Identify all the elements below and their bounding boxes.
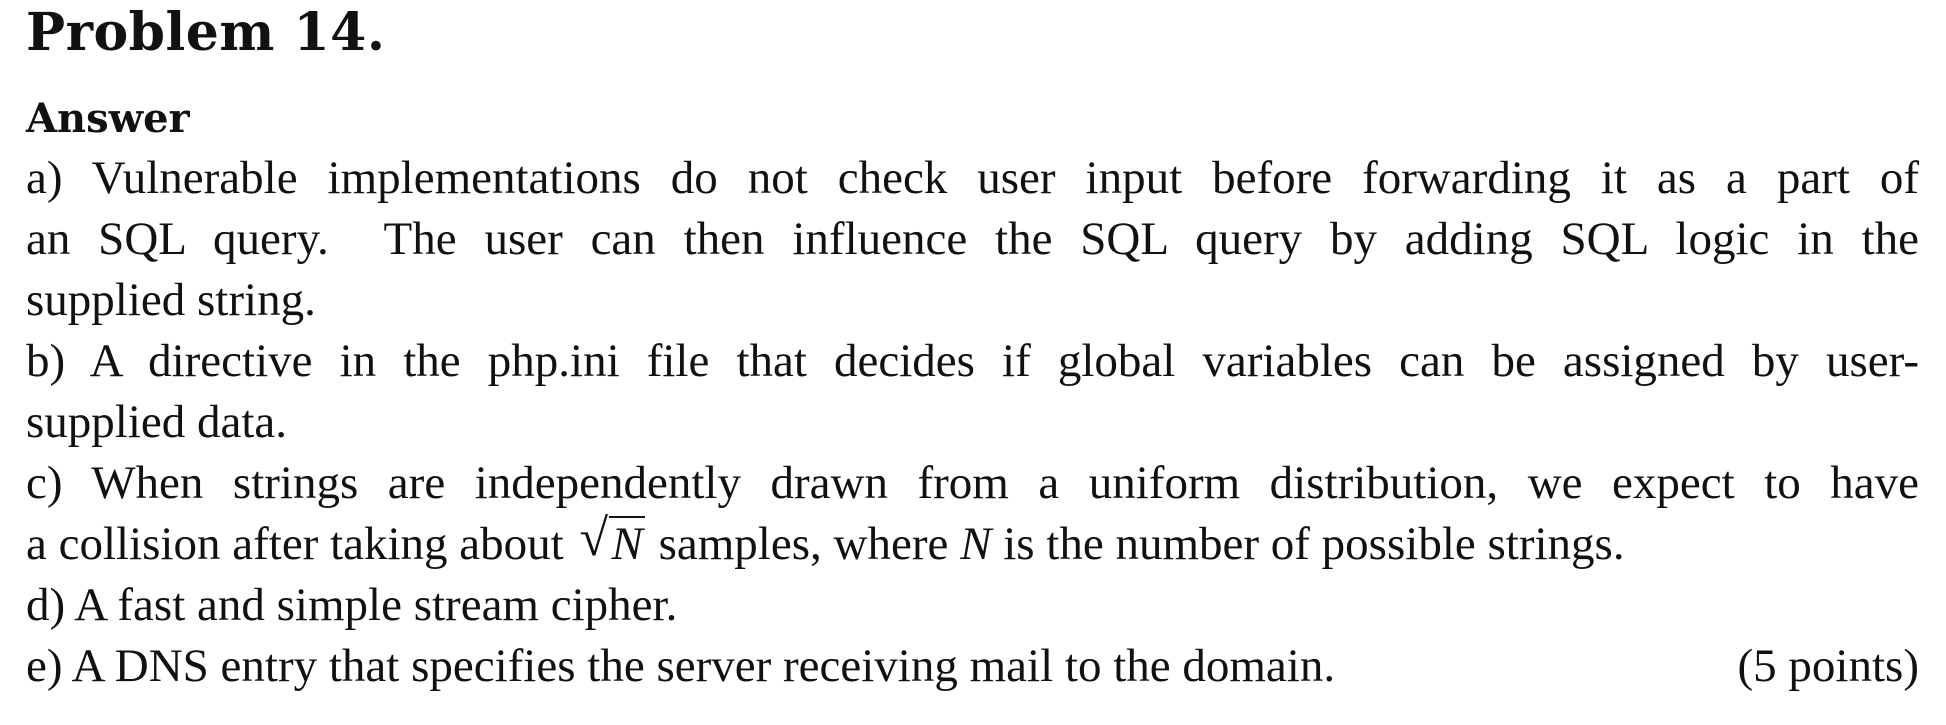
answer-b-line-1	[26, 331, 1919, 392]
answer-c-line-1-text: c) When strings are independently drawn from a uniform distribution, we expect to have	[26, 457, 1919, 509]
answer-b-line-1-text: b) A directive in the php.ini file that decides if global variables can be assigned by user-	[26, 335, 1919, 387]
answer-c-line-1	[26, 453, 1919, 514]
answer-part-b	[26, 331, 1919, 453]
answer-e-text: e) A DNS entry that specifies the server receiving mail to the domain.	[26, 640, 1336, 692]
answer-part-d	[26, 575, 1926, 636]
answer-a-line-1-text: a) Vulnerable implementations do not check user input before forwarding it as a part of	[26, 152, 1919, 204]
answer-heading: Answer	[26, 95, 190, 142]
answer-c-line-2-before: a collision after taking about	[26, 518, 564, 570]
answer-a-line-3: supplied string.	[26, 274, 316, 326]
answer-a-line-2-text: an SQL query. The user can then influence the SQL query by adding SQL logic in the	[26, 213, 1919, 265]
answer-part-e	[26, 636, 1926, 697]
answer-c-line-2	[26, 510, 1919, 575]
document-page	[26, 0, 1926, 697]
answer-c-line-2-after-b: is the number of possible strings.	[1003, 518, 1625, 570]
answer-a-line-1	[26, 148, 1919, 209]
radicand-n: N	[611, 518, 643, 570]
answer-part-a	[26, 148, 1919, 331]
answer-part-c	[26, 453, 1919, 575]
sqrt-n-expression	[579, 510, 644, 575]
answer-a-line-2	[26, 209, 1919, 270]
radical-symbol: √	[579, 510, 609, 567]
answer-c-line-2-after-a: samples, where	[658, 518, 949, 570]
problem-title: Problem 14.	[26, 2, 386, 63]
answer-d-line-1: d) A fast and simple stream cipher.	[26, 579, 678, 631]
variable-n: N	[960, 518, 992, 570]
answer-b-line-2: supplied data.	[26, 396, 288, 448]
answer-e-line-1	[26, 636, 1919, 697]
points-label: (5 points)	[1737, 640, 1919, 692]
